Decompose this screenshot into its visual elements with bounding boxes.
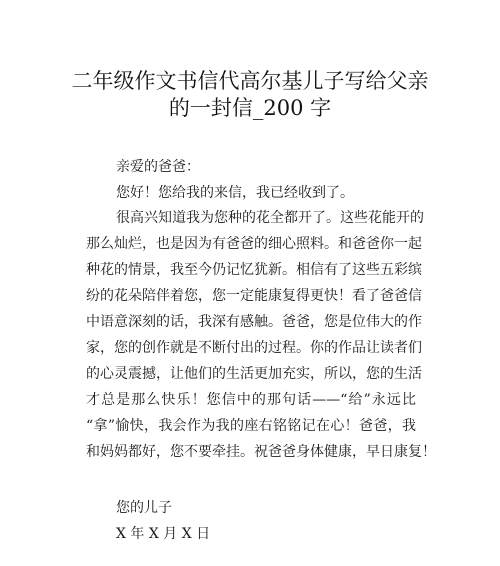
- body-line-4: 纷的花朵陪伴着您，您一定能康复得更快！看了爸爸信: [86, 288, 422, 304]
- body-line-6: 家，您的创作就是不断付出的过程。你的作品让读者们: [86, 340, 422, 356]
- body-line-7: 的心灵震撼，让他们的生活更加充实，所以，您的生活: [86, 366, 422, 382]
- body-line-10: 和妈妈都好，您不要牵挂。祝爸爸身体健康，早日康复！: [86, 444, 436, 460]
- date: X 年 X 月 X 日: [116, 526, 211, 542]
- opening-paragraph: 您好！您给我的来信，我已经收到了。: [116, 185, 354, 201]
- body-line-8: 才总是那么快乐！您信中的那句话——“给”永远比: [86, 392, 416, 408]
- body-line-3: 种花的情景，我至今仍记忆犹新。相信有了这些五彩缤: [86, 262, 422, 278]
- document-title-line-2: 的一封信_200 字: [168, 96, 332, 120]
- body-line-9: “拿”愉快，我会作为我的座右铭铭记在心！爸爸，我: [86, 418, 416, 434]
- body-line-1: 很高兴知道我为您种的花全都开了。这些花能开的: [116, 210, 424, 226]
- body-line-2: 那么灿烂，也是因为有爸爸的细心照料。和爸爸你一起: [86, 236, 422, 252]
- salutation: 亲爱的爸爸：: [116, 159, 200, 175]
- document-title-line-1: 二年级作文书信代高尔基儿子写给父亲: [71, 69, 429, 93]
- signature: 您的儿子: [116, 500, 172, 516]
- body-line-5: 中语意深刻的话，我深有感触。爸爸，您是位伟大的作: [86, 314, 422, 330]
